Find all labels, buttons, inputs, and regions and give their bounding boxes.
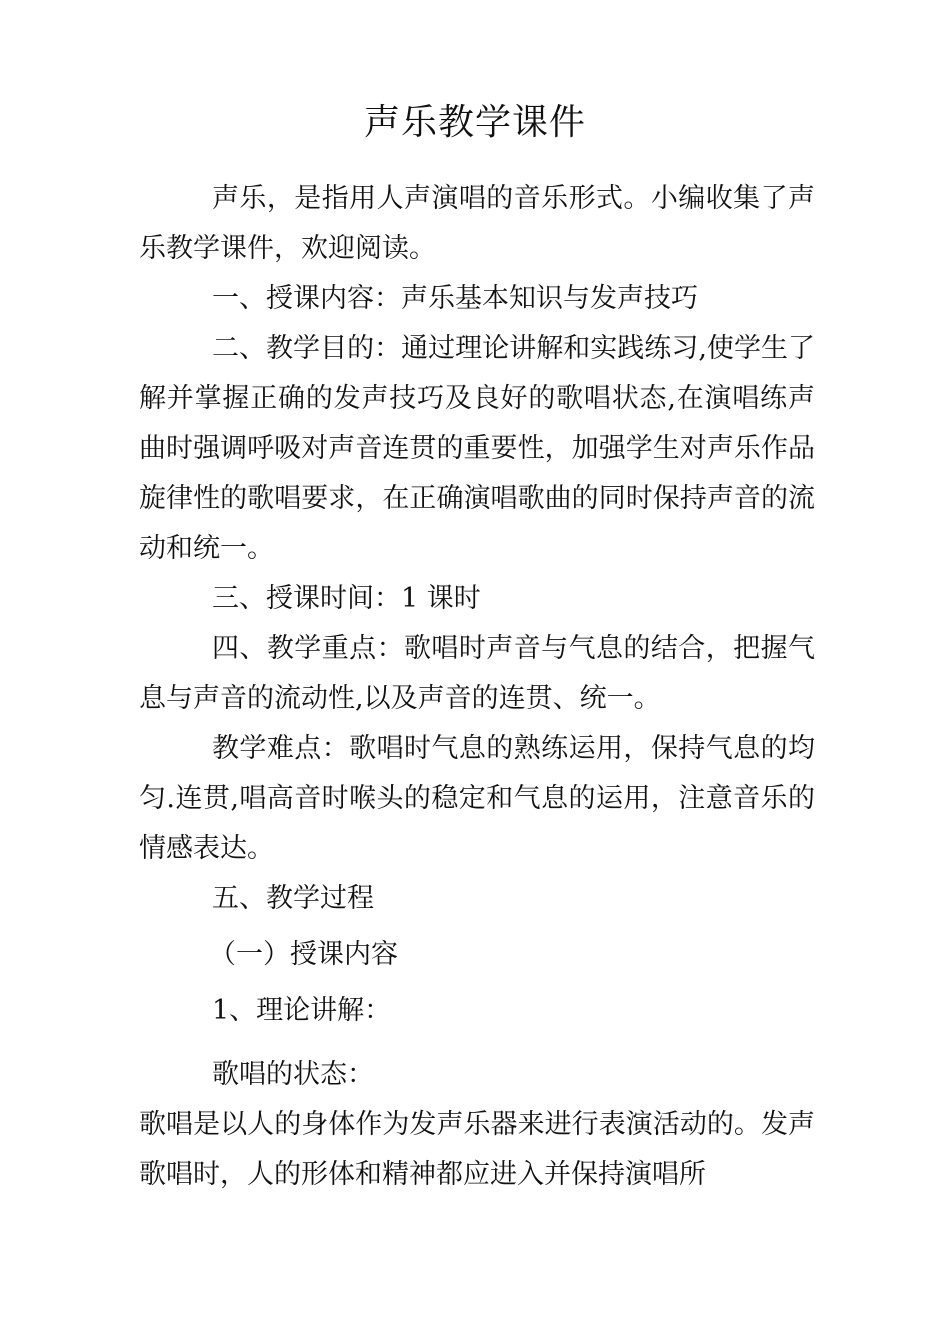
paragraph-singing-state: 歌唱的状态：	[212, 1059, 374, 1090]
paragraph-teaching-process: 五、教学过程	[212, 883, 374, 914]
paragraph-course-time: 三、授课时间：1 课时	[212, 583, 481, 614]
document-body	[139, 174, 815, 1200]
paragraph-intro: 声乐，是指用人声演唱的音乐形式。小编收集了声乐教学课件，欢迎阅读。	[139, 183, 815, 264]
document-title: 声乐教学课件	[363, 102, 586, 143]
paragraph-subsection-content: （一）授课内容	[209, 939, 398, 970]
paragraph-theory: 1、理论讲解：	[212, 995, 392, 1026]
paragraph-difficulties: 教学难点：歌唱时气息的熟练运用，保持气息的均匀.连贯,唱高音时喉头的稳定和气息的运用，注意音乐的情感表达。	[139, 733, 815, 864]
paragraph-key-points: 四、教学重点：歌唱时声音与气息的结合，把握气息与声音的流动性,以及声音的连贯、统一。	[139, 633, 815, 714]
paragraph-teaching-goal: 二、教学目的：通过理论讲解和实践练习,使学生了解并掌握正确的发声技巧及良好的歌唱状态,在演唱练声曲时强调呼吸对声音连贯的重要性，加强学生对声乐作品旋律性的歌唱要求，在正确演唱歌曲的同时保持声音的流动和统一。	[139, 333, 815, 564]
paragraph-course-content: 一、授课内容：声乐基本知识与发声技巧	[212, 283, 698, 314]
paragraph-singing-description: 歌唱是以人的身体作为发声乐器来进行表演活动的。发声歌唱时，人的形体和精神都应进入并保持演唱所	[139, 1109, 815, 1190]
